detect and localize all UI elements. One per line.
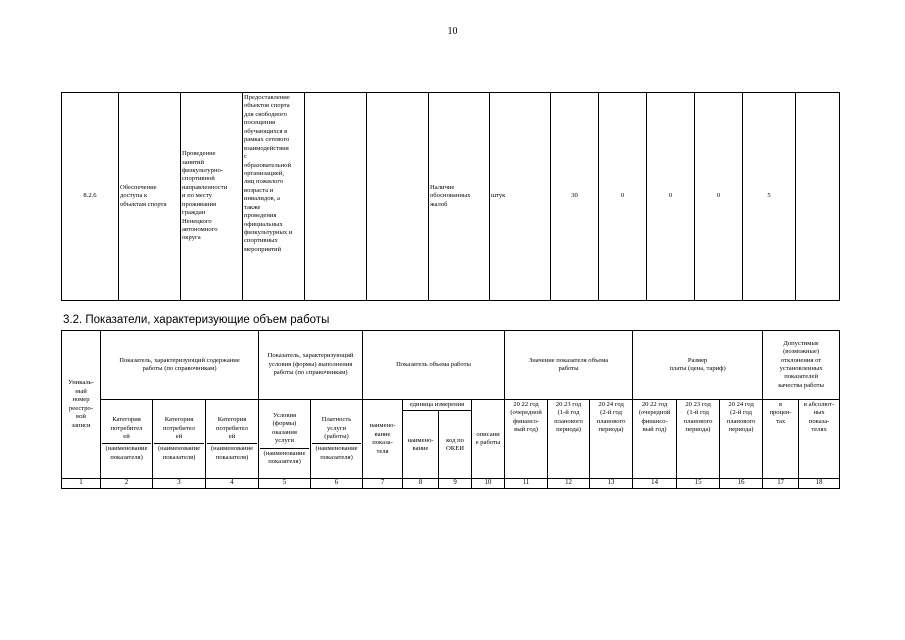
- section-title: 3.2. Показатели, характеризующие объем работы: [63, 314, 330, 326]
- column-number-row: [62, 479, 840, 489]
- price-header: Размер платы (цена, тариф): [633, 331, 763, 400]
- service-content-cell: Проведение занятий физкультурно- спортивной направленности и по месту проживания граждан Ненецкого автономного округа: [181, 93, 243, 301]
- registry-number-header: Уникаль- ный номер реестро- вой записи: [62, 331, 101, 479]
- column-number: 16: [720, 479, 763, 489]
- absolute-header: в абсолют- ных показа- телях: [799, 400, 840, 479]
- volume-value-header: Значение показателя объема работы: [505, 331, 633, 400]
- conditions-header: Условия (формы) оказания услуги (наименование показателя): [259, 400, 311, 479]
- column-number: 7: [363, 479, 403, 489]
- payment-header: Платность услуги (работы) (наименование показателя): [311, 400, 363, 479]
- okei-code-header: код по ОКЕИ: [439, 411, 472, 479]
- column-number: 12: [548, 479, 590, 489]
- header-row: [62, 331, 840, 400]
- unit-name-header: наимено- вание: [403, 411, 439, 479]
- deviation-header: Допустимые (возможные) отклонения от установленных показателей качества работы: [763, 331, 840, 400]
- value-cell: 30: [551, 93, 599, 301]
- content-indicator-header: Показатель, характеризующий содержание работы (по справочникам): [101, 331, 259, 400]
- value-cell: 0: [599, 93, 647, 301]
- year-header: 20 23 год (1-й год планового периода): [548, 400, 590, 479]
- service-purpose-cell: Предоставление объектов спорта для свободного посещения обучающихся в рамках сетевого взаимодействия с образовательной организацией, лиц пожилого возраста и инвалидов, а также проведения официальных физкультурных и спортивных мероприятий: [243, 93, 305, 301]
- column-number: 5: [259, 479, 311, 489]
- column-number: 8: [403, 479, 439, 489]
- empty-cell: [305, 93, 367, 301]
- volume-indicator-table: [61, 330, 840, 489]
- value-cell: 0: [647, 93, 695, 301]
- column-number: 10: [472, 479, 505, 489]
- column-number: 9: [439, 479, 472, 489]
- column-number: 6: [311, 479, 363, 489]
- column-number: 13: [590, 479, 633, 489]
- percent-header: в процен- тах: [763, 400, 799, 479]
- year-header: 20 23 год (1-й год планового периода): [677, 400, 720, 479]
- column-number: 4: [206, 479, 259, 489]
- year-header: 20 24 год (2-й год планового периода): [590, 400, 633, 479]
- category-header: Категория потребител ей (наименование показателя): [153, 400, 206, 479]
- unit-header: единица измерения: [403, 400, 472, 411]
- category-header: Категория потребител ей (наименование показателя): [206, 400, 259, 479]
- page-number: 10: [447, 26, 458, 37]
- column-number: 14: [633, 479, 677, 489]
- indicator-name-cell: Наличие обоснованных жалоб: [429, 93, 490, 301]
- column-number: 11: [505, 479, 548, 489]
- year-header: 20 22 год (очередной финансо- вый год): [633, 400, 677, 479]
- column-number: 17: [763, 479, 799, 489]
- year-header: 20 24 год (2-й год планового периода): [720, 400, 763, 479]
- registry-code-cell: 8.2.6: [62, 93, 119, 301]
- unit-cell: штук: [490, 93, 551, 301]
- value-cell: 0: [695, 93, 743, 301]
- column-number: 2: [101, 479, 153, 489]
- work-description-header: описани е работы: [472, 400, 505, 479]
- empty-cell: [796, 93, 840, 301]
- column-number: 18: [799, 479, 840, 489]
- indicator-name-header: наимено- вание показа- теля: [363, 400, 403, 479]
- volume-indicator-header: Показатель объема работы: [363, 331, 505, 400]
- value-cell: 5: [743, 93, 796, 301]
- table-row: [62, 93, 840, 301]
- column-number: 3: [153, 479, 206, 489]
- empty-cell: [367, 93, 429, 301]
- column-number: 15: [677, 479, 720, 489]
- service-name-cell: Обеспечение доступа к объектам спорта: [119, 93, 181, 301]
- category-header: Категория потребител ей (наименование показателя): [101, 400, 153, 479]
- column-number: 1: [62, 479, 101, 489]
- header-row: [62, 400, 840, 411]
- quality-indicator-table: [61, 92, 840, 301]
- conditions-indicator-header: Показатель, характеризующий условия (формы) выполнения работы (по справочникам): [259, 331, 363, 400]
- year-header: 20 22 год (очередной финансо- вый год): [505, 400, 548, 479]
